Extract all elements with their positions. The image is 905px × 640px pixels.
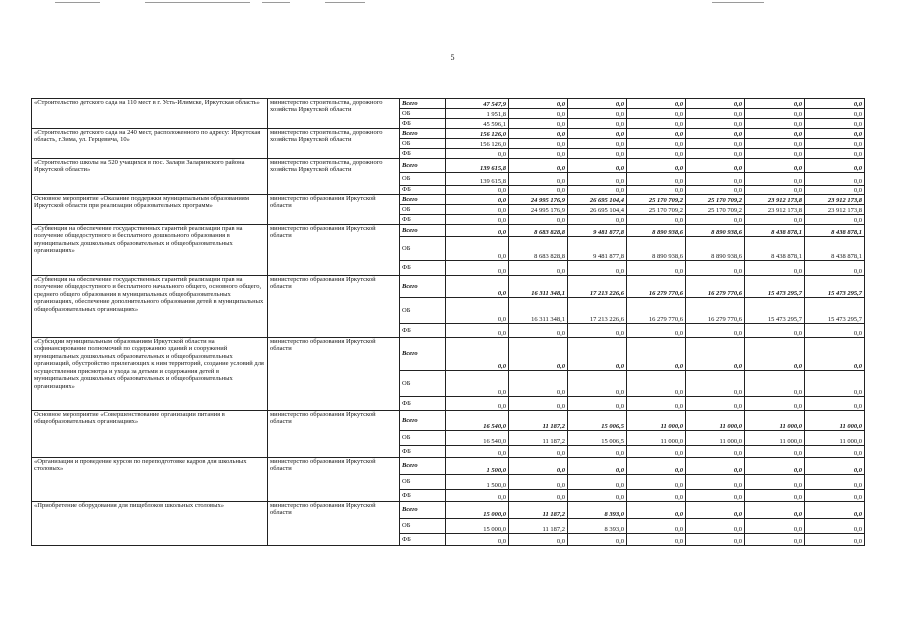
amount-cell: 0,0 — [446, 534, 509, 546]
amount-cell: 0,0 — [745, 338, 805, 371]
amount-cell: 8 438 878,1 — [805, 237, 865, 261]
amount-cell: 0,0 — [568, 149, 627, 159]
table-row — [32, 99, 865, 109]
amount-cell: 11 187,2 — [509, 411, 568, 431]
amount-cell: 0,0 — [627, 159, 686, 173]
amount-cell: 0,0 — [509, 186, 568, 195]
amount-cell: 0,0 — [627, 186, 686, 195]
amount-cell: 0,0 — [568, 475, 627, 490]
executor-cell: министерство образования Иркутской области — [268, 458, 400, 502]
amount-cell: 139 615,8 — [446, 173, 509, 186]
funding-source-cell: ФБ — [400, 119, 446, 129]
amount-cell: 0,0 — [686, 149, 745, 159]
amount-cell: 0,0 — [627, 397, 686, 411]
amount-cell: 0,0 — [805, 215, 865, 225]
amount-cell: 0,0 — [745, 215, 805, 225]
amount-cell: 0,0 — [568, 99, 627, 109]
table-row — [32, 276, 865, 298]
amount-cell: 0,0 — [686, 186, 745, 195]
amount-cell: 0,0 — [568, 397, 627, 411]
amount-cell: 8 438 878,1 — [745, 225, 805, 237]
amount-cell: 0,0 — [568, 446, 627, 458]
amount-cell: 0,0 — [446, 149, 509, 159]
executor-cell: министерство образования Иркутской области — [268, 195, 400, 225]
amount-cell: 8 438 878,1 — [805, 225, 865, 237]
amount-cell: 0,0 — [627, 119, 686, 129]
funding-source-cell: ФБ — [400, 186, 446, 195]
amount-cell: 0,0 — [627, 149, 686, 159]
amount-cell: 0,0 — [627, 215, 686, 225]
amount-cell: 0,0 — [627, 519, 686, 534]
amount-cell: 0,0 — [627, 109, 686, 119]
amount-cell: 1 500,0 — [446, 475, 509, 490]
funding-source-cell: ОБ — [400, 205, 446, 215]
amount-cell: 15 473 295,7 — [745, 276, 805, 298]
budget-table — [31, 98, 865, 546]
amount-cell: 0,0 — [568, 371, 627, 397]
measure-name-cell: Основное мероприятие «Совершенствование организации питания в общеобразовательных организациях» — [32, 411, 268, 458]
amount-cell: 0,0 — [627, 446, 686, 458]
amount-cell: 0,0 — [745, 119, 805, 129]
amount-cell: 0,0 — [745, 397, 805, 411]
table-row — [32, 411, 865, 431]
measure-name-cell: «Субсидии муниципальным образованиям Иркутской области на софинансирование полномочий по содержанию зданий и сооружений муниципальных дошкольных образовательных и общеобразовательных организаций, обустройство прилегающих к ним территорий, создание условий для осуществления присмотра и ухода за детьми и содержания детей в муниципальных дошкольных образовательных и общеобразовательных организациях» — [32, 338, 268, 411]
amount-cell: 0,0 — [509, 119, 568, 129]
amount-cell: 0,0 — [568, 215, 627, 225]
amount-cell: 0,0 — [446, 490, 509, 502]
amount-cell: 0,0 — [745, 519, 805, 534]
table-row — [32, 458, 865, 475]
amount-cell: 0,0 — [745, 99, 805, 109]
amount-cell: 0,0 — [509, 173, 568, 186]
amount-cell: 0,0 — [805, 475, 865, 490]
amount-cell: 15 000,0 — [446, 519, 509, 534]
amount-cell: 0,0 — [745, 324, 805, 338]
executor-cell: министерство образования Иркутской области — [268, 338, 400, 411]
amount-cell: 17 213 226,6 — [568, 276, 627, 298]
amount-cell: 16 279 770,6 — [627, 298, 686, 324]
amount-cell: 0,0 — [568, 159, 627, 173]
amount-cell: 156 126,0 — [446, 129, 509, 139]
funding-source-cell: ОБ — [400, 298, 446, 324]
amount-cell: 0,0 — [805, 519, 865, 534]
funding-source-cell: ОБ — [400, 237, 446, 261]
amount-cell: 0,0 — [509, 446, 568, 458]
amount-cell: 0,0 — [568, 261, 627, 276]
amount-cell: 0,0 — [446, 276, 509, 298]
amount-cell: 8 683 828,8 — [509, 237, 568, 261]
amount-cell: 0,0 — [509, 261, 568, 276]
table-row — [32, 338, 865, 371]
amount-cell: 0,0 — [745, 502, 805, 519]
amount-cell: 0,0 — [686, 371, 745, 397]
funding-source-cell: ОБ — [400, 139, 446, 149]
table-row — [32, 159, 865, 173]
amount-cell: 15 473 295,7 — [805, 276, 865, 298]
funding-source-cell: ФБ — [400, 446, 446, 458]
funding-source-cell: Всего — [400, 159, 446, 173]
funding-source-cell: ОБ — [400, 431, 446, 446]
amount-cell: 26 695 104,4 — [568, 195, 627, 205]
amount-cell: 0,0 — [446, 324, 509, 338]
amount-cell: 0,0 — [805, 99, 865, 109]
amount-cell: 11 000,0 — [805, 431, 865, 446]
funding-source-cell: ФБ — [400, 534, 446, 546]
amount-cell: 0,0 — [686, 173, 745, 186]
amount-cell: 24 995 176,9 — [509, 195, 568, 205]
amount-cell: 0,0 — [805, 446, 865, 458]
amount-cell: 25 170 709,2 — [686, 195, 745, 205]
amount-cell: 0,0 — [745, 173, 805, 186]
funding-source-cell: Всего — [400, 195, 446, 205]
amount-cell: 47 547,9 — [446, 99, 509, 109]
measure-name-cell: «Строительство детского сада на 240 мест, расположенного по адресу: Иркутская область, г.Зима, ул. Герцевича, 10» — [32, 129, 268, 159]
executor-cell: министерство образования Иркутской области — [268, 276, 400, 338]
amount-cell: 0,0 — [805, 534, 865, 546]
amount-cell: 0,0 — [446, 397, 509, 411]
amount-cell: 0,0 — [745, 371, 805, 397]
funding-source-cell: ОБ — [400, 173, 446, 186]
amount-cell: 1 500,0 — [446, 458, 509, 475]
amount-cell: 0,0 — [805, 173, 865, 186]
amount-cell: 0,0 — [568, 119, 627, 129]
amount-cell: 25 170 709,2 — [686, 205, 745, 215]
amount-cell: 0,0 — [745, 159, 805, 173]
amount-cell: 0,0 — [509, 159, 568, 173]
amount-cell: 0,0 — [509, 215, 568, 225]
amount-cell: 11 187,2 — [509, 431, 568, 446]
amount-cell: 0,0 — [745, 458, 805, 475]
amount-cell: 11 187,2 — [509, 502, 568, 519]
amount-cell: 16 311 348,1 — [509, 276, 568, 298]
amount-cell: 0,0 — [509, 129, 568, 139]
amount-cell: 0,0 — [568, 129, 627, 139]
funding-source-cell: ФБ — [400, 490, 446, 502]
amount-cell: 0,0 — [446, 205, 509, 215]
amount-cell: 11 000,0 — [686, 431, 745, 446]
scan-artifact-line — [55, 2, 100, 3]
amount-cell: 0,0 — [568, 186, 627, 195]
amount-cell: 0,0 — [509, 149, 568, 159]
amount-cell: 0,0 — [805, 397, 865, 411]
executor-cell: министерство образования Иркутской области — [268, 502, 400, 546]
amount-cell: 156 126,0 — [446, 139, 509, 149]
amount-cell: 0,0 — [627, 502, 686, 519]
page-number: 5 — [450, 53, 455, 62]
amount-cell: 0,0 — [686, 475, 745, 490]
funding-source-cell: ФБ — [400, 261, 446, 276]
amount-cell: 11 187,2 — [509, 519, 568, 534]
funding-source-cell: Всего — [400, 225, 446, 237]
amount-cell: 8 393,0 — [568, 519, 627, 534]
amount-cell: 15 006,5 — [568, 431, 627, 446]
funding-source-cell: ФБ — [400, 324, 446, 338]
amount-cell: 0,0 — [805, 119, 865, 129]
amount-cell: 0,0 — [509, 397, 568, 411]
funding-source-cell: Всего — [400, 411, 446, 431]
amount-cell: 0,0 — [686, 502, 745, 519]
amount-cell: 25 170 709,2 — [627, 195, 686, 205]
amount-cell: 0,0 — [686, 534, 745, 546]
amount-cell: 0,0 — [686, 159, 745, 173]
amount-cell: 11 000,0 — [627, 411, 686, 431]
amount-cell: 0,0 — [568, 458, 627, 475]
amount-cell: 45 596,1 — [446, 119, 509, 129]
amount-cell: 139 615,8 — [446, 159, 509, 173]
amount-cell: 0,0 — [627, 475, 686, 490]
amount-cell: 0,0 — [509, 534, 568, 546]
funding-source-cell: ФБ — [400, 215, 446, 225]
amount-cell: 0,0 — [686, 490, 745, 502]
amount-cell: 0,0 — [446, 215, 509, 225]
funding-source-cell: Всего — [400, 338, 446, 371]
amount-cell: 0,0 — [627, 173, 686, 186]
amount-cell: 0,0 — [805, 458, 865, 475]
amount-cell: 0,0 — [686, 109, 745, 119]
amount-cell: 16 279 770,6 — [686, 276, 745, 298]
amount-cell: 0,0 — [509, 99, 568, 109]
amount-cell: 0,0 — [686, 119, 745, 129]
amount-cell: 15 473 295,7 — [805, 298, 865, 324]
amount-cell: 0,0 — [745, 446, 805, 458]
funding-source-cell: Всего — [400, 458, 446, 475]
funding-source-cell: ФБ — [400, 397, 446, 411]
scan-artifact-line — [712, 2, 764, 3]
amount-cell: 17 213 226,6 — [568, 298, 627, 324]
funding-source-cell: ОБ — [400, 371, 446, 397]
amount-cell: 0,0 — [805, 371, 865, 397]
scan-artifact-line — [262, 2, 290, 3]
amount-cell: 0,0 — [745, 149, 805, 159]
amount-cell: 1 951,8 — [446, 109, 509, 119]
amount-cell: 0,0 — [745, 186, 805, 195]
amount-cell: 15 006,5 — [568, 411, 627, 431]
measure-name-cell: «Строительство детского сада на 110 мест в г. Усть-Илимске, Иркутская область» — [32, 99, 268, 129]
scan-artifact-line — [325, 2, 365, 3]
amount-cell: 23 912 173,8 — [805, 205, 865, 215]
amount-cell: 0,0 — [745, 129, 805, 139]
amount-cell: 0,0 — [745, 534, 805, 546]
amount-cell: 0,0 — [509, 109, 568, 119]
amount-cell: 0,0 — [568, 338, 627, 371]
amount-cell: 16 540,0 — [446, 411, 509, 431]
scan-artifact-line — [145, 2, 250, 3]
amount-cell: 0,0 — [509, 458, 568, 475]
table-row — [32, 129, 865, 139]
amount-cell: 0,0 — [446, 298, 509, 324]
amount-cell: 0,0 — [568, 109, 627, 119]
amount-cell: 15 473 295,7 — [745, 298, 805, 324]
amount-cell: 0,0 — [627, 490, 686, 502]
executor-cell: министерство образования Иркутской области — [268, 411, 400, 458]
amount-cell: 16 311 348,1 — [509, 298, 568, 324]
amount-cell: 8 890 938,6 — [627, 225, 686, 237]
amount-cell: 25 170 709,2 — [627, 205, 686, 215]
amount-cell: 0,0 — [686, 458, 745, 475]
executor-cell: министерство строительства, дорожного хозяйства Иркутской области — [268, 159, 400, 195]
table-row — [32, 195, 865, 205]
amount-cell: 0,0 — [568, 173, 627, 186]
amount-cell: 0,0 — [745, 475, 805, 490]
amount-cell: 0,0 — [627, 99, 686, 109]
funding-source-cell: Всего — [400, 276, 446, 298]
amount-cell: 0,0 — [805, 338, 865, 371]
table-row — [32, 502, 865, 519]
executor-cell: министерство строительства, дорожного хозяйства Иркутской области — [268, 99, 400, 129]
amount-cell: 0,0 — [686, 324, 745, 338]
amount-cell: 0,0 — [568, 324, 627, 338]
amount-cell: 0,0 — [446, 338, 509, 371]
amount-cell: 0,0 — [509, 490, 568, 502]
amount-cell: 23 912 173,8 — [745, 195, 805, 205]
amount-cell: 11 000,0 — [627, 431, 686, 446]
amount-cell: 8 890 938,6 — [686, 237, 745, 261]
amount-cell: 0,0 — [627, 324, 686, 338]
amount-cell: 16 279 770,6 — [686, 298, 745, 324]
amount-cell: 0,0 — [509, 139, 568, 149]
amount-cell: 16 279 770,6 — [627, 276, 686, 298]
amount-cell: 0,0 — [509, 371, 568, 397]
amount-cell: 0,0 — [686, 446, 745, 458]
amount-cell: 0,0 — [509, 475, 568, 490]
amount-cell: 0,0 — [446, 186, 509, 195]
amount-cell: 0,0 — [568, 139, 627, 149]
amount-cell: 0,0 — [745, 490, 805, 502]
amount-cell: 0,0 — [686, 129, 745, 139]
amount-cell: 8 890 938,6 — [627, 237, 686, 261]
funding-source-cell: ОБ — [400, 475, 446, 490]
amount-cell: 0,0 — [686, 99, 745, 109]
funding-source-cell: Всего — [400, 99, 446, 109]
measure-name-cell: Основное мероприятие «Оказание поддержки муниципальным образованиям Иркутской области при реализации образовательных программ» — [32, 195, 268, 225]
executor-cell: министерство образования Иркутской области — [268, 225, 400, 276]
amount-cell: 0,0 — [686, 139, 745, 149]
table-row — [32, 225, 865, 237]
amount-cell: 11 000,0 — [745, 431, 805, 446]
amount-cell: 11 000,0 — [686, 411, 745, 431]
amount-cell: 0,0 — [805, 490, 865, 502]
amount-cell: 23 912 173,8 — [745, 205, 805, 215]
amount-cell: 0,0 — [509, 338, 568, 371]
amount-cell: 0,0 — [805, 186, 865, 195]
funding-source-cell: ФБ — [400, 149, 446, 159]
amount-cell: 0,0 — [805, 502, 865, 519]
measure-name-cell: «Приобретение оборудования для пищеблоков школьных столовых» — [32, 502, 268, 546]
amount-cell: 0,0 — [627, 261, 686, 276]
amount-cell: 23 912 173,8 — [805, 195, 865, 205]
amount-cell: 0,0 — [446, 195, 509, 205]
amount-cell: 0,0 — [627, 338, 686, 371]
amount-cell: 0,0 — [686, 397, 745, 411]
amount-cell: 8 438 878,1 — [745, 237, 805, 261]
amount-cell: 0,0 — [509, 324, 568, 338]
amount-cell: 11 000,0 — [805, 411, 865, 431]
amount-cell: 0,0 — [805, 109, 865, 119]
amount-cell: 9 481 877,8 — [568, 237, 627, 261]
amount-cell: 15 000,0 — [446, 502, 509, 519]
measure-name-cell: «Организация и проведение курсов по переподготовке кадров для школьных столовых» — [32, 458, 268, 502]
amount-cell: 0,0 — [627, 129, 686, 139]
amount-cell: 0,0 — [568, 490, 627, 502]
amount-cell: 0,0 — [745, 109, 805, 119]
amount-cell: 0,0 — [805, 324, 865, 338]
funding-source-cell: ОБ — [400, 109, 446, 119]
amount-cell: 0,0 — [627, 371, 686, 397]
amount-cell: 8 393,0 — [568, 502, 627, 519]
amount-cell: 0,0 — [627, 458, 686, 475]
amount-cell: 0,0 — [745, 139, 805, 149]
amount-cell: 16 540,0 — [446, 431, 509, 446]
funding-source-cell: Всего — [400, 129, 446, 139]
amount-cell: 0,0 — [805, 261, 865, 276]
amount-cell: 0,0 — [446, 225, 509, 237]
funding-source-cell: ОБ — [400, 519, 446, 534]
amount-cell: 8 890 938,6 — [686, 225, 745, 237]
amount-cell: 0,0 — [805, 139, 865, 149]
measure-name-cell: «Строительство школы на 520 учащихся в пос. Залари Заларинского района Иркутской области» — [32, 159, 268, 195]
amount-cell: 8 683 828,8 — [509, 225, 568, 237]
amount-cell: 11 000,0 — [745, 411, 805, 431]
measure-name-cell: «Субвенция на обеспечение государственных гарантий реализации прав на получение общедоступного и бесплатного начального общего, основного общего, среднего общего образования в муниципальных общеобразовательных организациях, обеспечение дополнительного образования детей в муниципальных общеобразовательных организациях» — [32, 276, 268, 338]
amount-cell: 0,0 — [805, 129, 865, 139]
executor-cell: министерство строительства, дорожного хозяйства Иркутской области — [268, 129, 400, 159]
amount-cell: 0,0 — [805, 159, 865, 173]
amount-cell: 0,0 — [686, 261, 745, 276]
funding-source-cell: Всего — [400, 502, 446, 519]
amount-cell: 0,0 — [568, 534, 627, 546]
amount-cell: 0,0 — [446, 237, 509, 261]
amount-cell: 0,0 — [745, 261, 805, 276]
amount-cell: 0,0 — [686, 338, 745, 371]
amount-cell: 0,0 — [686, 519, 745, 534]
amount-cell: 0,0 — [686, 215, 745, 225]
amount-cell: 24 995 176,9 — [509, 205, 568, 215]
amount-cell: 0,0 — [446, 371, 509, 397]
measure-name-cell: «Субвенция на обеспечение государственных гарантий реализации прав на получение общедоступного и бесплатного дошкольного образования в муниципальных дошкольных образовательных и общеобразовательных организациях» — [32, 225, 268, 276]
amount-cell: 0,0 — [627, 139, 686, 149]
amount-cell: 0,0 — [446, 261, 509, 276]
amount-cell: 26 695 104,4 — [568, 205, 627, 215]
amount-cell: 0,0 — [805, 149, 865, 159]
amount-cell: 0,0 — [627, 534, 686, 546]
amount-cell: 0,0 — [446, 446, 509, 458]
amount-cell: 9 481 877,8 — [568, 225, 627, 237]
